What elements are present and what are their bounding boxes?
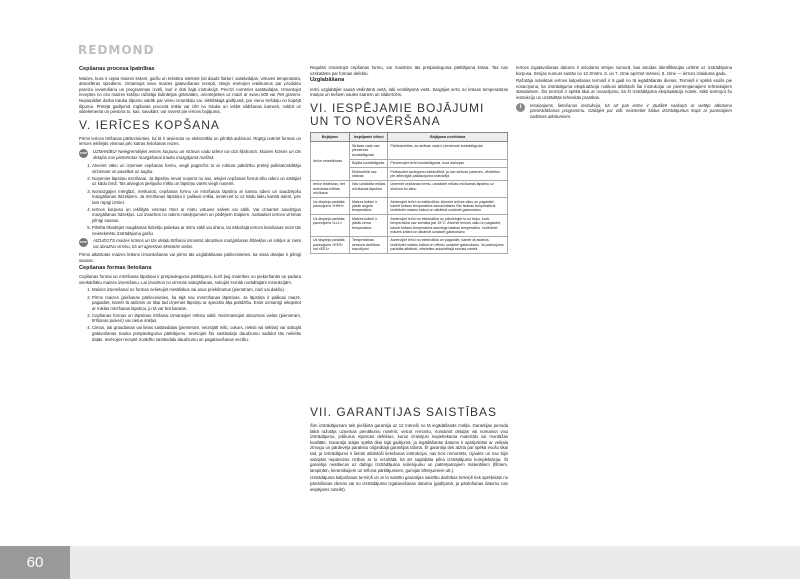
table-cell-cause: Bojāta kontaktligzda <box>350 159 388 167</box>
table-cell-cause: Maizes krāsnī ir pārāk augsta temperatūra <box>350 198 388 215</box>
table-header: Bojājuma novēršana <box>388 132 508 141</box>
table-cell-solution: Atvienojiet ierīci no elektrotīkla. Atveriet ierīces vāku un pagaidiet, kamēr krāsns temperatūra samazināsies līdz istabas temperatūrai. Ieslēdziet maizes krāsni un atkārtoti uzsāciet gatavošanu <box>388 198 508 215</box>
care-steps-list <box>79 163 301 236</box>
warning-text: UZMANĪBU! Neiegremdējiet ierīces korpusu un strāvas vadu ūdenī vai citā šķidrumā. Maizes krāsns un tās detaļas nav piemērotas mazgāšanai trauku mazgājamā mašīnā. <box>93 148 301 160</box>
paragraph: Pirms ierīces tīrīšanas pārliecinieties, ka tā ir atvienota no elektrotīkla un pilnībā atdzisusi. Rūpīgi notīriet formas un ierīces iekšējās virsmas pēc katras lietošanas reizes. <box>79 135 301 147</box>
table-cell-problem: Ierīce ieslēdzas, bet neizdotas mīklas mīcīšana <box>311 180 350 197</box>
paragraph: Šim izstrādājumam tiek piešķirta garantija uz 12 mēneši no tā iegādāšanās mirkļa. Garantijas perioda laikā ražotājs uzņemas pienākumu novērst, veicot remontu, nomainot detaļas vai nomainot visu izstrādājumu, jebkurus rūpnīcas defektus, kurus izraisījusi nepietiekama materiālu vai montāžas kvalitāte. Garantija stājas spēkā tikai tajā gadījumā, ja iegādāšanās datums ir apstiprināts ar veikala zīmogu un pārdevēja parakstu oriģinālajā garantijas talonā. Šī garantija tiek atzīta par spēkā esošu tikai tad, ja izstrādājums ir lietots atbilstoši lietošanas instrukcijai, nav ticis remontēts, izjaukts un nav bijis sabojāts nepareizas rīcības ar to rezultātā, kā arī saglabāta pilna izstrādājuma komplektācija. Šī garantija neattiecas uz dabīgu izstrādājuma nolietojumu un patērējamajiem materiāliem (filtriem, lampiņām, keramikajiem un teflona pārklājumiem, gumijas blīvējumiem utt.). <box>310 423 508 473</box>
column-right <box>516 65 732 122</box>
list-item: 4. Ierīces korpusu un iekšējās virsmas tīriet ar mitru virtuves salveti vai sūkli. Var izmantot saudzīgus mazgāšanas līdzekļus. Lai izvairītos no ūdens noteiļojumiem un pēdējiem traipiem, noslaukiet ierīces virsmas pilnīgi sausas. <box>92 207 301 224</box>
section-title-form-usage: Cepšanas formas lietošana <box>79 264 152 271</box>
section-title-troubleshooting: VI. IESPĒJAMIE BOJĀJUMI UN TO NOVĒRŠANA <box>310 100 485 128</box>
paragraph: Cepšanas formai un mīcīšanas lāpstiņai ir pretpiedeguma pārklājums, kurš ļauj izvairīties no pieķeršanās un padara vienkāršāku maizes izņemšanu. Lai izvairītos no virsmas sabojāšanas, sekojiet zemāk norādītajām instrukcijām. <box>79 274 301 285</box>
info-icon: i <box>516 103 525 112</box>
table-row <box>311 142 508 159</box>
table-cell-cause: Nav uzstādīta mīklas mīcīšanas lāpstiņa <box>350 180 388 197</box>
table-cell-problem: Ierīce neieslēdzas <box>311 142 350 180</box>
paragraph: Pirms atkārtotas maizes krāsns izmantošanas vai pirms tās uzglabāšanas pārliecinieties, ka visas detaļas ir pilnīgi sausas. <box>79 252 301 264</box>
table-header-row <box>311 132 508 141</box>
warning-text: AIZLIEGTS maizes krāsns un tās detaļu tīrīšanai izmantot abrazīvus mazgāšanas līdzekļus un sūkļus ar cietu vai abrazīvu virsmu, kā arī agresīvas ķīmiskās vielas. <box>93 238 301 249</box>
table-cell-cause: Elektrotīklā nav strāvas <box>350 168 388 181</box>
page-number: 60 <box>0 546 70 579</box>
list-item: 4. Cietus, ļoti graudainas vai lielas sastāvdaļas (piemēram, neizsijātī milti, cukurs, rieksti vai sēklas) var sabojāt gatavošanas trauka pretpiedeguma pārklājumu. Ievērojiet šīs sastāvdaļu daudzumu sadalot tās nelielās daļās. Ievērojiet receptē norādīto sastāvdaļu daudzumu un pagatavošanas secību. <box>92 325 301 342</box>
warranty-section <box>310 402 508 494</box>
section-title-storage: Uzglabāšana <box>310 77 345 84</box>
table-cell-solution: Izņemiet cepšanas formu, uzstādiet mīklas mīcīšanas lāpstiņu uz skrūves šo sānu <box>388 180 508 197</box>
info-text: Iesaiņojums, lietošanas instrukcija, kā arī pati ierīce ir jāutilizē saskaņā ar vietējo atkritumu pārstrādāšanas programmu. Gādājiet par vidi: neizmetiet šādus izstrādājumus kopā ar parastajiem sadzīves atkritumiem. <box>530 102 732 119</box>
table-row <box>311 236 508 253</box>
troubleshooting-table <box>310 132 508 254</box>
column-middle <box>310 65 508 260</box>
list-item: 5. Pilnībā tīkvidējiet magdāmas līdzekļu paliekas ar mitru sūkli vai drānu, lai nākošajā ierīces lietošanas reizē tās neietekmētu izstrādājuma garšu. <box>92 225 301 236</box>
list-item: 1. Atveriet vāku un izņemiet cepšanas formu, viegli pagriežot to ar roktura palīdzību pretēji pulksteņrādītāju virzienam un pavelkot uz augšu. <box>92 163 301 174</box>
info-note <box>516 103 732 120</box>
table-cell-solution: Atvienojiet ierīci no elektrotīkla un pārvietojiet to uz telpu, kurā temperatūra nav zemāka par 15°C. Atveriet ierīces vāku un pagaidiet, kamēr krāsns temperatūra sasniegs istabas temperatūru. Ieslēdziet maizes krāsni un atkārtoti uzsāciet gatavošanu <box>388 215 508 237</box>
form-usage-list <box>79 287 301 342</box>
warning-note <box>79 238 301 249</box>
brand-logo: REDMOND <box>78 43 155 57</box>
table-cell-problem: Uz displeja parādās paziņojums «EE0» vai «EE1» <box>311 236 350 253</box>
paragraph: Izstrādājuma kalpošanas termiņš un ar to saistīto garantijas saistību darbības termiņš tiek aprēķināts no pārdošanas dienas vai no izstrādājuma izgatavošanas datuma (gadījumā, ja pārdošanas datumu nav iespējams noteikt). <box>310 475 508 492</box>
table-cell-solution: Atvienojiet ierīci no elektrotīkla un pagaidiet, kamēr tā atdzisīs. Ieslēdziet maizes krāsni un vēlreiz uzsāciet gatavošanu. Ja paziņojums parādās atkārtoti, vērsieties autorizētajā servisa centrā <box>388 236 508 253</box>
table-row <box>311 215 508 237</box>
table-cell-cause: Temperatūras sensora darbības traucējumi <box>350 236 388 253</box>
page-footer <box>0 546 800 579</box>
table-cell-solution: Pārliecinieties, ka strāvas vads ir pievienots kontaktligzdai <box>388 142 508 159</box>
list-item: 2. Pirms maizes griešanas pārliecinieties, ka tajā nav mmīcīšanas lāpstiņas. Ja lāpstiņa ir palikusi maizē, pagaidiet, kamēr tā atdzisīs un tikai tad izņemiet lāpstiņu ar speciālo āķa palīdzību. Esiet uzmanīgi iekūpstot ar miklas mīcīšanas lāpstiņu, jo tā var būt karstas. <box>92 295 301 312</box>
warning-note <box>79 149 301 160</box>
paragraph: Ražotāja noteiktais ierīces kalpošanas termiņš ir 5 gadi no tā iegādāšanās dienas. Termiņš ir spēkā esošs pie nosacījuma, ka izstrādājuma ekspluatācija notikusi atbilstoši šai instrukcijai un piemērojamajiem tehniskajiem standartiem. Šis termiņš ir spēkā tikai ar nosacījumu, ka šī izstrādājuma ekspluatācija notiek, stikti ievērojot šo instrukciju un uzstādītās tehniskās prasības. <box>516 78 732 100</box>
paragraph: Ierīci uzglabājiet sausā vēdināmā vietā, labi ventilējamā vietā. Sargājiet ierīci no krasas temperatūras maiņas un tiešiem saules stariem un sildierīcēm. <box>310 86 508 98</box>
column-left <box>79 65 301 344</box>
paragraph: Regulāri izmantojot cepšanas formu, var mainīties tās pretpiedeguma pārklājuma krāsa. Tas nav uzskatāms par formas defektu. <box>310 65 508 76</box>
table-cell-problem: Uz displeja parādās paziņojums «HHH» <box>311 198 350 215</box>
table-row <box>311 198 508 215</box>
section-title-care: V. IERĪCES KOPŠANA <box>79 117 220 132</box>
table-cell-cause: Maizes krāsnī ir pārāk zema temperatūra <box>350 215 388 237</box>
table-cell-solution: Pievienojiet ierīci kontaktligzdai, kura darbojas <box>388 159 508 167</box>
table-header: Iespējamie cēloņi <box>350 132 388 141</box>
table-cell-problem: Uz displeja parādās paziņojums «LLL» <box>311 215 350 237</box>
table-header: Bojājums <box>311 132 350 141</box>
section-title-baking-features: Cepšanas procesa īpatnības <box>79 66 155 72</box>
table-cell-cause: Strāvas vads nav pievienots kontaktligzdai <box>350 142 388 159</box>
stop-icon: STOP <box>79 238 88 247</box>
list-item: 2. Noņemiet lāpstiņu mīcīšanai. Ja lāpstiņu nevar noņemt no ass, ielejiet cepšanas formā siltu ūdeni un atstājiet uz kādu brīdi. Tas atvieglos pielipušo mīklu un lāpstiņu varēs viegli noņemt. <box>92 176 301 187</box>
paragraph: Ierīces izgatavošanas datums ir atrodams sērijas numurā, kas atrodas identifikācijas uzlīmē uz izstrādājuma korpusa. Sērijas numurs sastāv no 13 zīmēm. 6. un 7. zīme apzīmē mēnesi, 8. zīme — ierīces izlaiduma gadu. <box>516 65 732 76</box>
stop-icon: STOP <box>79 149 88 158</box>
list-item: 1. Maizes izņemšanai no formas nelietojiet metāliskus vai asus priekšmetus (piemēram, nazi vai dakšu). <box>92 287 301 293</box>
section-title-warranty: VII. GARANTIJAS SAISTĪBAS <box>310 405 498 419</box>
table-cell-solution: Parbaudiet spriegumu elektrotīklā, ja nav strāvas padeves, vērsieties pie attiecīgās pakalpojuma sniedzēja <box>388 168 508 181</box>
paragraph: Maizes, kura ir cepta maizes krāsnī, garšu un tekstūru ietekmē ļoti daudz faktori: sastāvdaļas, virtuves temperatūra, atmosfēras spiediens. Izmantojot savu maizes gatavošanas recepti, stingri ievērojiet ieteikumus par produktu pareizu ievietošanu un programmas izvēli, kuri ir doti šajā instrukcijā. Precīzi nomēriet sastāvdaļas. Izmantojot receptes no citu maizes krāšņu ražotāju kulinārijas grāmatām, orientējieties uz maizi ar svaru 500 vai 750 grammi. Nepiepildiet darba trauka tilpumu vairāk par vienu ceturtdaļu vai, slēkšākajā gadījumā, par vienu trešdaļu no kopējā tilpuma. Pretējā gadījumā rūgšanas procesā mīkla var izlīt no trauka un iekļūt sildīšanas kamerā, nokļūt uz sildelementa un piesūrot to, kas, savukārt, var novest pie ierīces bojājuma. <box>79 75 301 115</box>
list-item: 3. Cepšanas formas un lāpstiņas tīrīšanai izmantojiet mīkstu sūkli. Neizmantojiet abrazīvas vielas (piemēram, tīrīšanas pulveri) vai cietus sūkļus. <box>92 313 301 324</box>
table-row <box>311 180 508 197</box>
list-item: 3. Nomazgājiet mērglāzi, mērkaroti, cepšanas formu un mīcīšanas lāpstiņu ar karstu ūdeni un saudzējošu mazgāšanas līdzekļiem. Ja mīcīšanas lāpstiņa ir palikusi mīkla, iemērciet to uz kādu laiku karstā ūdenī, pēc tam rūpīgi iztīriet. <box>92 189 301 206</box>
